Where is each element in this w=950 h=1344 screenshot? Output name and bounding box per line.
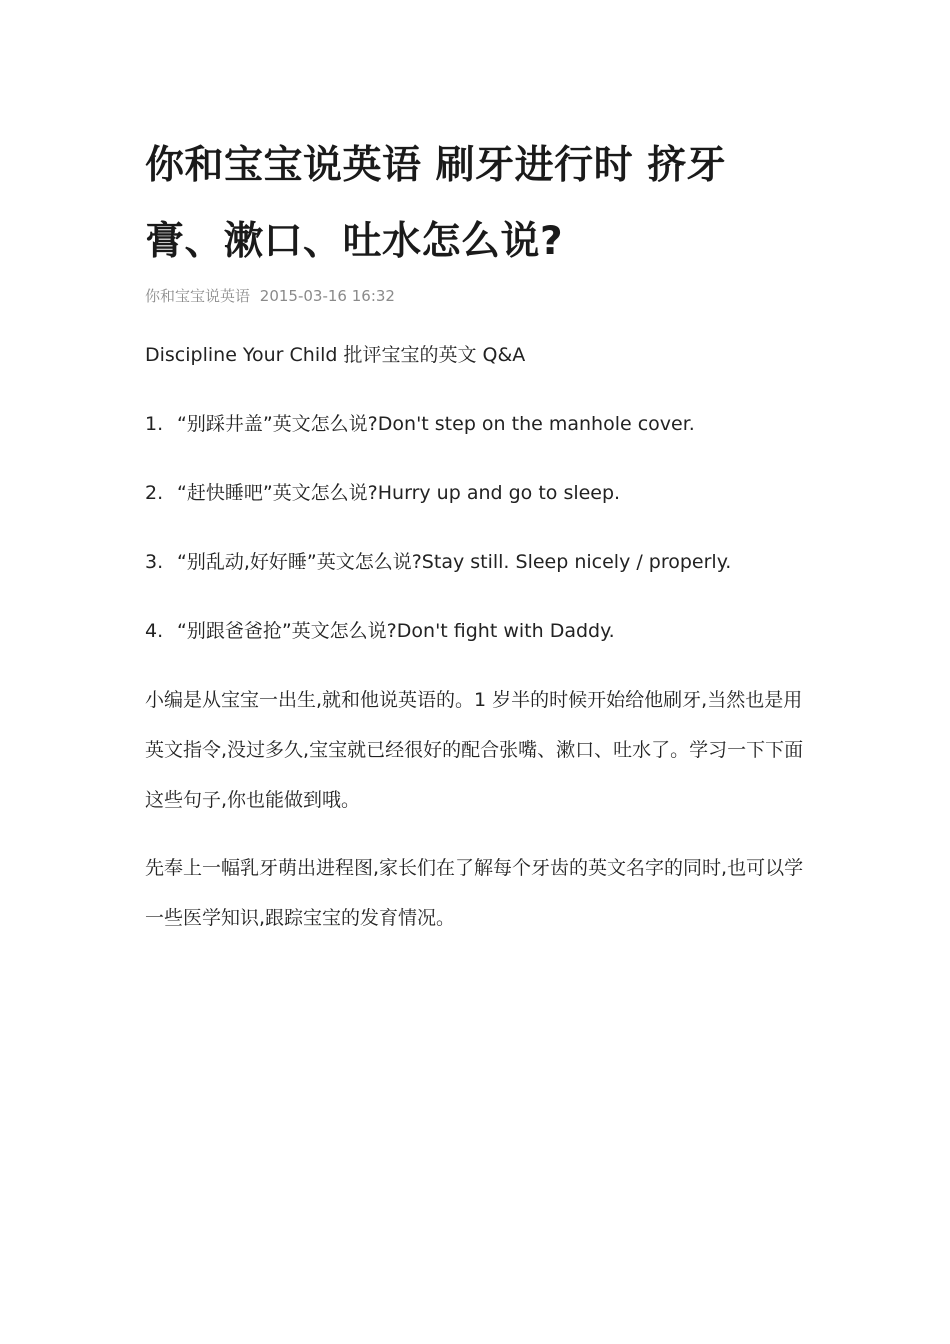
publish-date: 2015-03-16 16:32: [259, 287, 395, 305]
list-item-number: 4.: [145, 620, 164, 642]
body-paragraph: 小编是从宝宝一出生,就和他说英语的。1 岁半的时候开始给他刷牙,当然也是用英文指令,没过多久,宝宝就已经很好的配合张嘴、漱口、吐水了。学习一下下面这些句子,你也能做到哦。: [145, 689, 804, 811]
list-item-text: “赶快睡吧”英文怎么说?Hurry up and go to sleep.: [177, 482, 621, 504]
list-item-text: “别跟爸爸抢”英文怎么说?Don't fight with Daddy.: [177, 620, 615, 642]
list-item-number: 3.: [145, 551, 164, 573]
list-item-number: 1.: [145, 413, 164, 435]
list-item: [145, 478, 805, 508]
list-item-text: “别乱动,好好睡”英文怎么说?Stay still. Sleep nicely / properly.: [177, 551, 732, 573]
list-item: [145, 409, 805, 439]
author-name[interactable]: 你和宝宝说英语: [145, 287, 251, 305]
qa-list: [145, 409, 805, 646]
list-item-number: 2.: [145, 482, 164, 504]
article-title: 你和宝宝说英语 刷牙进行时 挤牙膏、漱口、吐水怎么说?: [145, 143, 727, 264]
list-item: [145, 616, 805, 646]
article: [145, 128, 805, 943]
body-paragraph: 先奉上一幅乳牙萌出进程图,家长们在了解每个牙齿的英文名字的同时,也可以学一些医学知识,跟踪宝宝的发育情况。: [145, 857, 804, 929]
list-item-text: “别踩井盖”英文怎么说?Don't step on the manhole cover.: [177, 413, 695, 435]
intro-line: Discipline Your Child 批评宝宝的英文 Q&A: [145, 344, 526, 366]
list-item: [145, 547, 805, 577]
article-meta: [145, 284, 805, 308]
